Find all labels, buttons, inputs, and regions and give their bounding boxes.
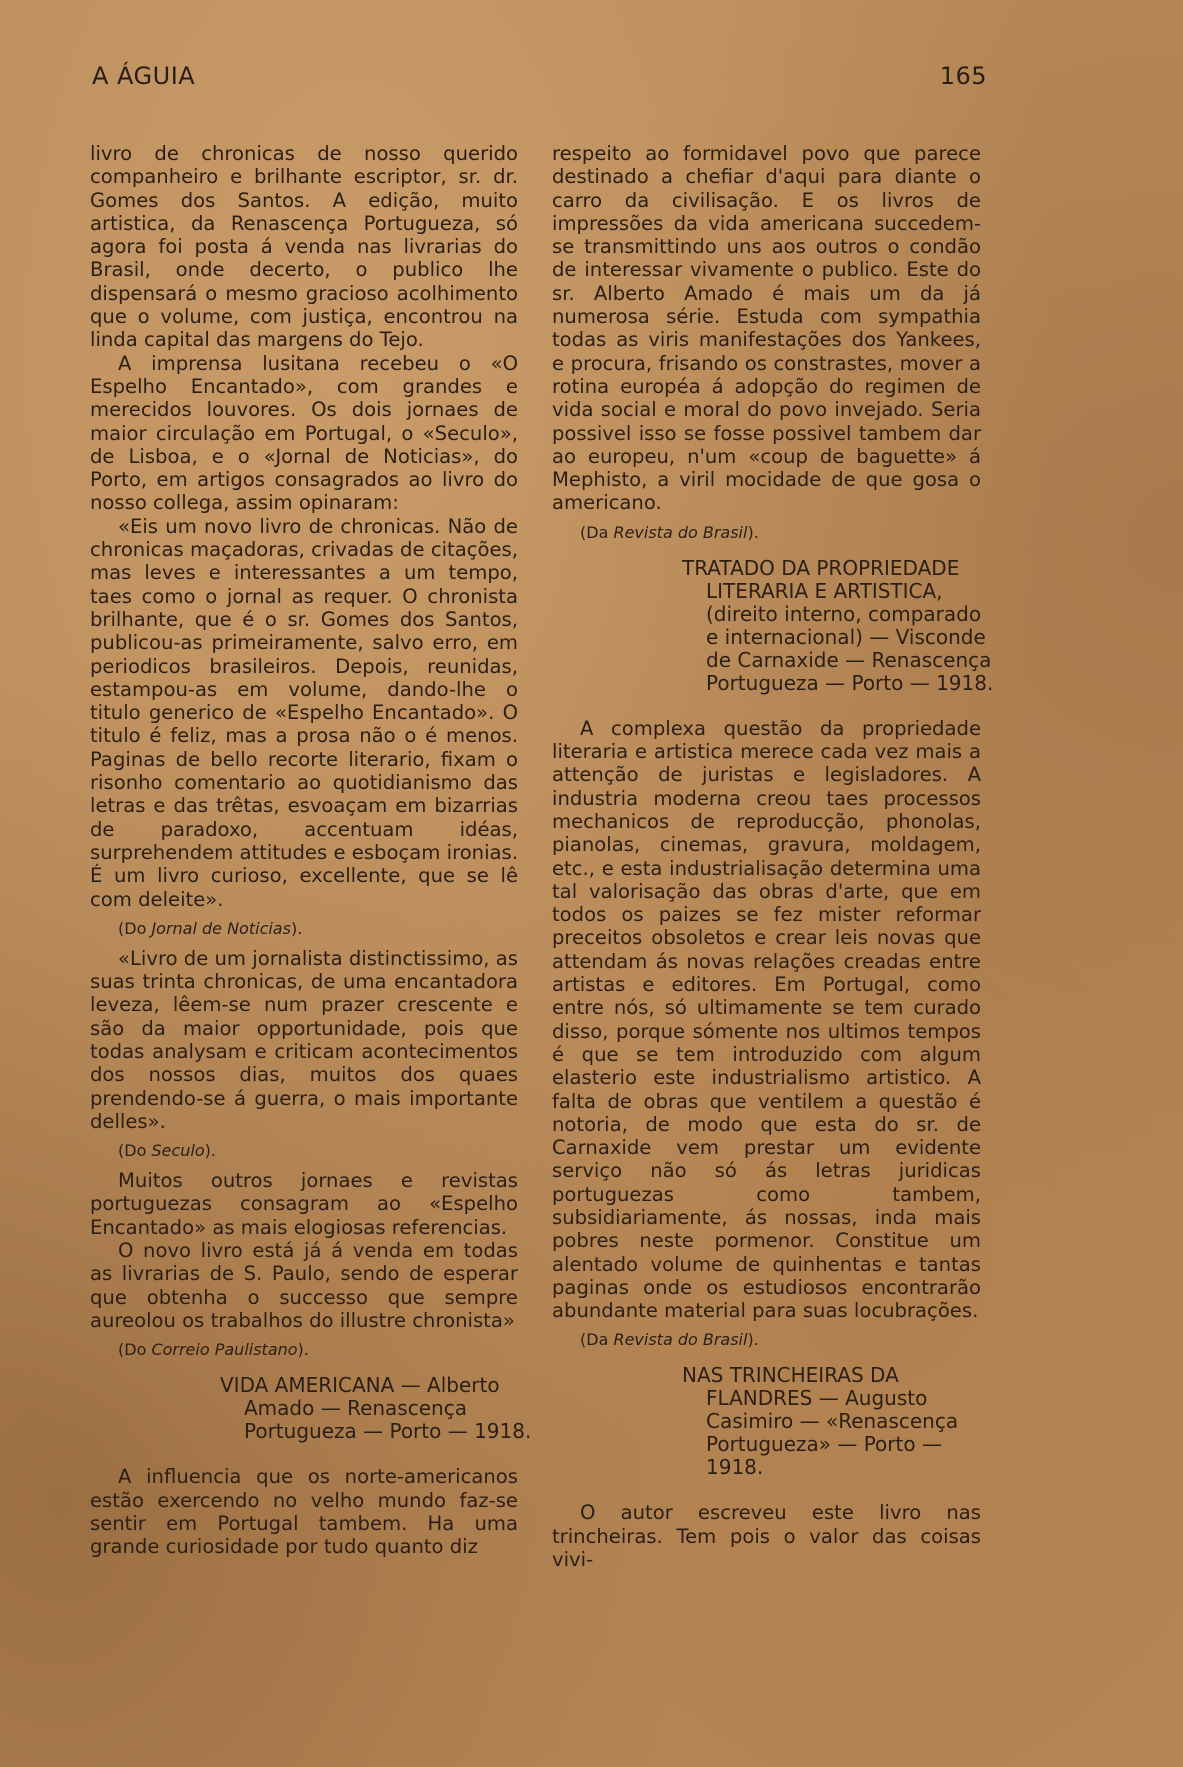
paragraph: O novo livro está já á venda em todas as livrarias de S. Paulo, sendo de esperar que obtenha o successo que sempre aureolou os trabalhos do illustre chronista» [90,1239,518,1332]
review-heading: VIDA AMERICANA — Alberto Amado — Renascença Portugueza — Porto — 1918. [220,1373,532,1444]
paragraph: O autor escreveu este livro nas trincheiras. Tem pois o valor das coisas vivi- [552,1501,981,1572]
source-citation: (Do Seculo). [118,1141,216,1161]
source-citation: (Do Correio Paulistano). [118,1340,309,1360]
quote-paragraph: «Eis um novo livro de chronicas. Não de chronicas maçadoras, crivadas de citações, mas leves e interessantes a um tempo, taes como o jornal as requer. O chronista brilhante, que é o sr. Gomes dos Santos, publicou-as primeiramente, salvo erro, em periodicos brasileiros. Depois, reunidas, estampou-as em volume, dando-lhe o titulo generico de «Espelho Encantado». O titulo é feliz, mas a prosa não o é menos. Paginas de bello recorte literario, fixam o risonho comentario ao quotidianismo das letras e das trêtas, esvoaçam em bizarrias de paradoxo, accentuam idéas, surprehendem attitudes e esboçam ironias. É um livro curioso, excellente, que se lê com deleite». [90,514,518,911]
review-heading: NAS TRINCHEIRAS DA FLANDRES — Augusto Casimiro — «Renascença Portugueza» — Porto — 1918. [682,1363,959,1480]
paragraph: Muitos outros jornaes e revistas portuguezas consagram ao «Espelho Encantado» as mais elogiosas referencias. [90,1169,518,1239]
paragraph: respeito ao formidavel povo que parece destinado a chefiar d'aqui para diante o carro da civilisação. E os livros de impressões da vida americana succedem-se transmittindo uns aos outros o condão de interessar vivamente o publico. Este do sr. Alberto Amado é mais um da já numerosa série. Estuda com sympathia todas as viris manifestações dos Yankees, e procura, frisando os constrastes, mover a rotina européa á adopção do regimen de vida social e moral do povo invejado. Seria possivel isso se fosse possivel tambem dar ao europeu, n'um «coup de baguette» á Mephisto, a viril mocidade de que gosa o americano. [552,142,981,515]
paragraph: A complexa questão da propriedade literaria e artistica merece cada vez mais a attenção de juristas e legisladores. A industria moderna creou taes processos mechanicos de reproducção, phonolas, pianolas, cinemas, gravura, moldagem, etc., e esta industrialisação determina uma tal valorisação das obras d'arte, que em todos os paizes se fez mister reformar preceitos obsoletos e crear leis novas que attendam ás novas relações creadas entre artistas e editores. Em Portugal, como entre nós, só ultimamente se tem curado disso, porque sómente nos ultimos tempos é que se tem introduzido com algum elasterio este industrialismo artistico. A falta de obras que ventilem a questão é notoria, de modo que esta do sr. de Carnaxide vem prestar um evidente serviço não só ás letras juridicas portuguezas como tambem, subsidiariamente, ás nossas, inda mais pobres neste pormenor. Constitue um alentado volume de quinhentas e tantas paginas onde os estudiosos encontrarão abundante material para suas locubrações. [552,716,981,1323]
review-heading: TRATADO DA PROPRIEDADE LITERARIA E ARTISTICA, (direito interno, comparado e internacional) — Visconde de Carnaxide — Renascença Portugueza — Porto — 1918. [682,555,994,695]
running-head [92,58,987,94]
source-citation: (Da Revista do Brasil). [580,1330,759,1350]
source-citation: (Do Jornal de Noticias). [118,918,303,938]
source-citation: (Da Revista do Brasil). [580,522,759,542]
page-number: 165 [939,62,987,90]
paragraph: livro de chronicas de nosso querido companheiro e brilhante escriptor, sr. dr. Gomes dos Santos. A edição, muito artistica, da Renascença Portugueza, só agora foi posta á venda nas livrarias do Brasil, onde decerto, o publico lhe dispensará o mesmo gracioso acolhimento que o volume, com justiça, encontrou na linda capital das margens do Tejo. [90,142,518,352]
right-column [552,142,994,1572]
journal-title: A ÁGUIA [92,62,196,90]
paragraph: A imprensa lusitana recebeu o «O Espelho Encantado», com grandes e merecidos louvores. Os dois jornaes de maior circulação em Portugal, o «Seculo», de Lisboa, e o «Jornal de Noticias», do Porto, em artigos consagrados ao livro do nosso collega, assim opinaram: [90,351,518,515]
left-column [90,142,532,1559]
paragraph: A influencia que os norte-americanos estão exercendo no velho mundo faz-se sentir em Portugal tambem. Ha uma grande curiosidade por tudo quanto diz [90,1465,518,1559]
quote-paragraph: «Livro de um jornalista distinctissimo, as suas trinta chronicas, de uma encantadora leveza, lêem-se num prazer crescente e são da maior opportunidade, pois que todas analysam e criticam acontecimentos dos nossos dias, muitos dos quaes prendendo-se á guerra, o mais importante delles». [90,946,518,1133]
